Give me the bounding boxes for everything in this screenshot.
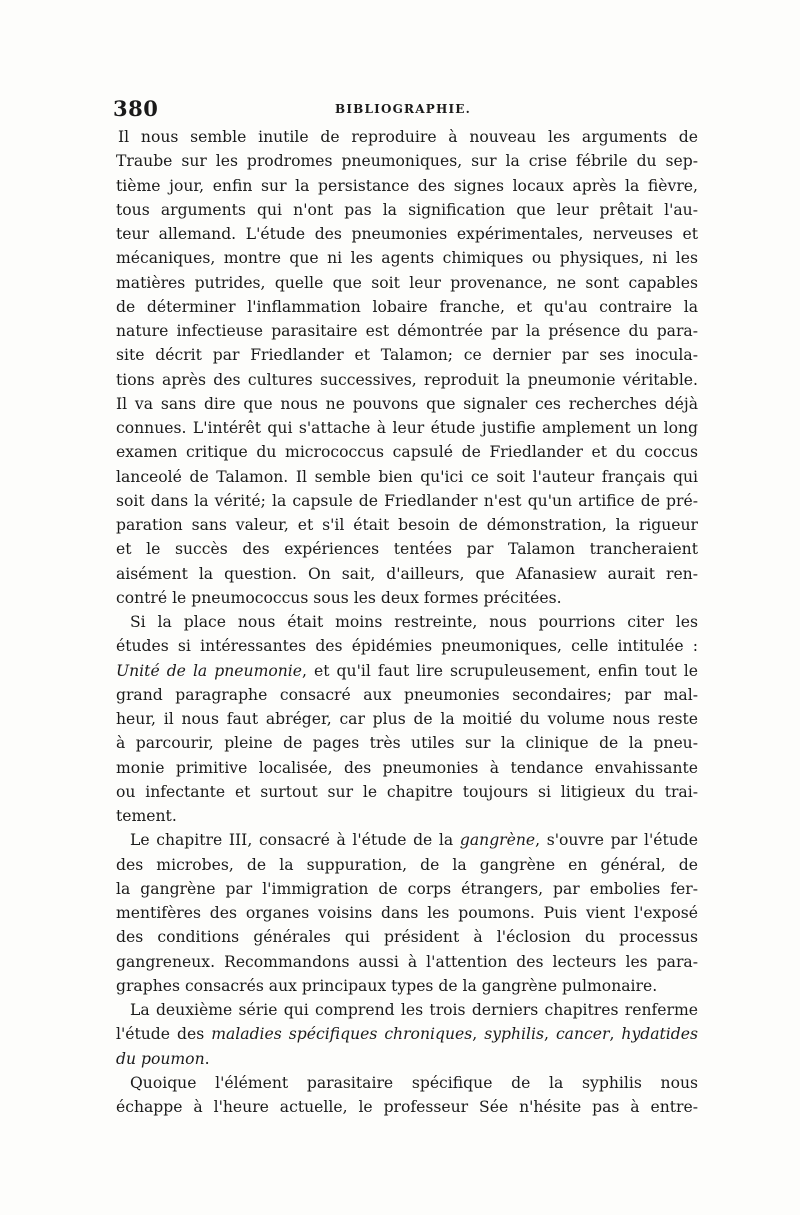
text-fragment: Le chapitre III, consacré à l'étude de la	[130, 831, 460, 850]
text-line	[116, 1047, 698, 1071]
running-title: BIBLIOGRAPHIE.	[335, 102, 472, 116]
text-line: et le succès des expériences tentées par Talamon trancheraient	[116, 540, 698, 559]
text-fragment: ,	[472, 1025, 485, 1044]
text-line: soit dans la vérité; la capsule de Friedlander n'est qu'un artifice de pré-	[116, 491, 698, 510]
text-line	[116, 1022, 698, 1046]
text-line	[116, 828, 698, 852]
text-line: heur, il nous faut abréger, car plus de la moitié du volume nous reste	[116, 710, 698, 728]
text-line: nature infectieuse parasitaire est démontrée par la présence du para-	[116, 322, 698, 340]
text-line: contré le pneumococcus sous les deux formes précitées.	[116, 588, 562, 607]
text-fragment: l'étude des	[116, 1025, 212, 1044]
text-line: de déterminer l'inflammation lobaire franche, et qu'au contraire la	[116, 297, 698, 316]
text-line: études si intéressantes des épidémies pneumoniques, celle intitulée :	[116, 637, 698, 656]
text-line: mentifères des organes voisins dans les poumons. Puis vient l'exposé	[116, 904, 698, 922]
text-line: Il nous semble inutile de reproduire à nouveau les arguments de	[118, 128, 698, 146]
text-line: à parcourir, pleine de pages très utiles sur la clinique de la pneu-	[116, 734, 698, 753]
text-line: Si la place nous était moins restreinte, nous pourrions citer les	[130, 613, 698, 631]
text-line: mécaniques, montre que ni les agents chimiques ou physiques, ni les	[116, 249, 698, 268]
text-line: Il va sans dire que nous ne pouvons que signaler ces recherches déjà	[116, 394, 698, 413]
running-head	[113, 96, 693, 126]
text-line: matières putrides, quelle que soit leur provenance, ne sont capables	[116, 273, 698, 292]
text-line: teur allemand. L'étude des pneumonies expérimentales, nerveuses et	[116, 225, 698, 243]
italic-term: hydatides	[621, 1025, 699, 1044]
text-fragment: .	[204, 1049, 210, 1068]
text-line: site décrit par Friedlander et Talamon; ce dernier par ses inocula-	[116, 346, 698, 365]
text-line: paration sans valeur, et s'il était besoin de démonstration, la rigueur	[116, 516, 698, 534]
text-line: échappe à l'heure actuelle, le professeur Sée n'hésite pas à entre-	[116, 1098, 698, 1116]
body-text	[116, 125, 698, 1119]
text-line: Traube sur les prodromes pneumoniques, sur la crise fébrile du sep-	[116, 152, 698, 171]
text-line: aisément la question. On sait, d'ailleurs, que Afanasiew aurait ren-	[116, 564, 698, 583]
text-line: examen critique du micrococcus capsulé de Friedlander et du coccus	[116, 443, 698, 462]
italic-term: maladies spécifiques chroniques	[211, 1025, 473, 1044]
text-line: des microbes, de la suppuration, de la gangrène en général, de	[116, 855, 698, 874]
text-line	[116, 659, 698, 683]
text-line: ou infectante et surtout sur le chapitre toujours si litigieux du trai-	[116, 782, 698, 801]
italic-title: Unité de la pneumonie	[116, 661, 303, 680]
text-line: lanceolé de Talamon. Il semble bien qu'ici ce soit l'auteur français qui	[116, 467, 698, 486]
text-fragment: ,	[609, 1025, 622, 1044]
text-line: la gangrène par l'immigration de corps étrangers, par embolies fer-	[116, 879, 698, 898]
text-fragment: , s'ouvre par l'étude	[535, 831, 698, 850]
text-fragment: ,	[544, 1025, 556, 1044]
text-line: tous arguments qui n'ont pas la signification que leur prêtait l'au-	[116, 200, 698, 219]
italic-term: gangrène	[459, 831, 536, 850]
text-line: graphes consacrés aux principaux types de la gangrène pulmonaire.	[116, 976, 658, 995]
text-line: tement.	[116, 807, 177, 825]
text-line: tions après des cultures successives, reproduit la pneumonie véritable.	[116, 370, 698, 389]
italic-term: syphilis	[484, 1025, 544, 1044]
italic-term: du poumon	[116, 1049, 205, 1068]
text-line: tième jour, enfin sur la persistance des signes locaux après la fièvre,	[116, 176, 698, 195]
text-line: monie primitive localisée, des pneumonies à tendance envahissante	[116, 758, 698, 777]
text-fragment: , et qu'il faut lire scrupuleusement, enfin tout le	[302, 661, 699, 680]
italic-term: cancer	[555, 1025, 610, 1044]
page-number: 380	[113, 96, 159, 121]
text-line: Quoique l'élément parasitaire spécifique de la syphilis nous	[130, 1073, 698, 1092]
text-line: gangreneux. Recommandons aussi à l'attention des lecteurs les para-	[116, 952, 698, 971]
text-line: La deuxième série qui comprend les trois derniers chapitres renferme	[130, 1001, 698, 1019]
text-line: grand paragraphe consacré aux pneumonies secondaires; par mal-	[116, 685, 698, 704]
text-line: des conditions générales qui président à l'éclosion du processus	[116, 928, 698, 947]
text-line: connues. L'intérêt qui s'attache à leur étude justifie amplement un long	[116, 419, 698, 437]
